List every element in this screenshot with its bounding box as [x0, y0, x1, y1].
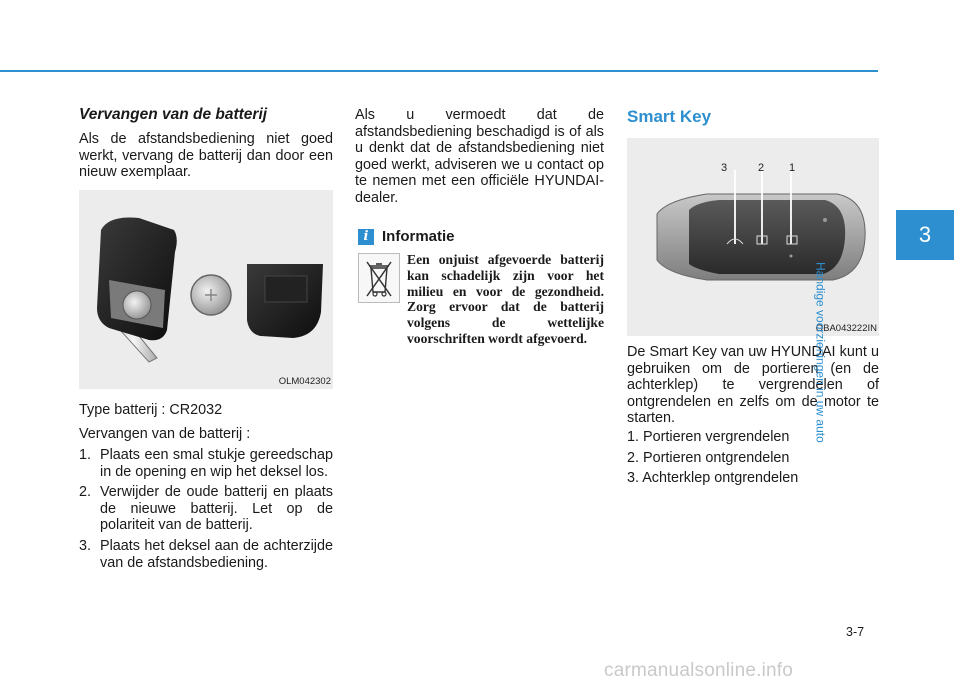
- damaged-remote-paragraph: Als u vermoedt dat de afstandsbediening beschadigd is of als u denkt dat de afstandsbediening niet goed werkt, adviseren we u contact op te nemen met een officiële HYUNDAI-dealer.: [355, 107, 604, 206]
- figure-caption: OBA043222IN: [815, 323, 877, 334]
- callout-1: 1: [789, 162, 796, 174]
- info-text: Een onjuist afgevoerde batterij kan schadelijk zijn voor het milieu en voor de gezondheid. Zorg ervoor dat de batterij volgens de wettelijke voorschriften wordt afgevoerd.: [407, 252, 604, 346]
- replace-steps-title: Vervangen van de batterij :: [79, 426, 251, 442]
- figure-caption: OLM042302: [278, 376, 331, 387]
- info-icon: i: [358, 229, 374, 245]
- info-title: Informatie: [382, 228, 455, 245]
- replace-steps-list: [79, 447, 333, 575]
- battery-type-text: Type batterij : CR2032: [79, 402, 223, 418]
- list-item: 3. Achterklep ontgrendelen: [627, 470, 799, 487]
- callout-3: 3: [721, 162, 728, 174]
- smart-key-figure: [627, 138, 879, 336]
- page-number: 3-7: [846, 625, 865, 639]
- list-item: 2. Portieren ontgrendelen: [627, 449, 790, 466]
- list-item: 2. Verwijder de oude batterij en plaats de nieuwe batterij. Let op de polariteit van de batterij.: [79, 484, 333, 534]
- callout-2: 2: [758, 162, 765, 174]
- top-rule: [0, 70, 878, 72]
- section-heading-battery: Vervangen van de batterij: [79, 106, 268, 123]
- smart-key-description: De Smart Key van uw HYUNDAI kunt u gebruiken om de portieren (en de achterklep) te vergrendelen of ontgrendelen en zelfs om de motor te starten.: [627, 344, 879, 427]
- list-item: 1. Plaats een smal stukje gereedschap in de opening en wip het deksel los.: [79, 447, 333, 480]
- remote-key-illustration: [79, 190, 333, 389]
- smart-key-illustration: [627, 138, 879, 336]
- smart-key-list: [627, 429, 879, 491]
- chapter-side-title: Handige voorzieningen in uw auto: [813, 262, 828, 443]
- crossed-bin-icon: [358, 253, 400, 303]
- list-item: 1. Portieren vergrendelen: [627, 429, 790, 445]
- smart-key-heading: Smart Key: [627, 107, 712, 126]
- remote-key-figure: [79, 190, 333, 389]
- intro-paragraph: Als de afstandsbediening niet goed werkt, vervang de batterij dan door een nieuw exemplaar.: [79, 131, 333, 181]
- list-item: 3. Plaats het deksel aan de achterzijde van de afstandsbediening.: [79, 537, 333, 571]
- watermark: carmanualsonline.info: [604, 660, 794, 681]
- chapter-tab[interactable]: 3: [896, 210, 954, 260]
- info-header: [358, 228, 455, 245]
